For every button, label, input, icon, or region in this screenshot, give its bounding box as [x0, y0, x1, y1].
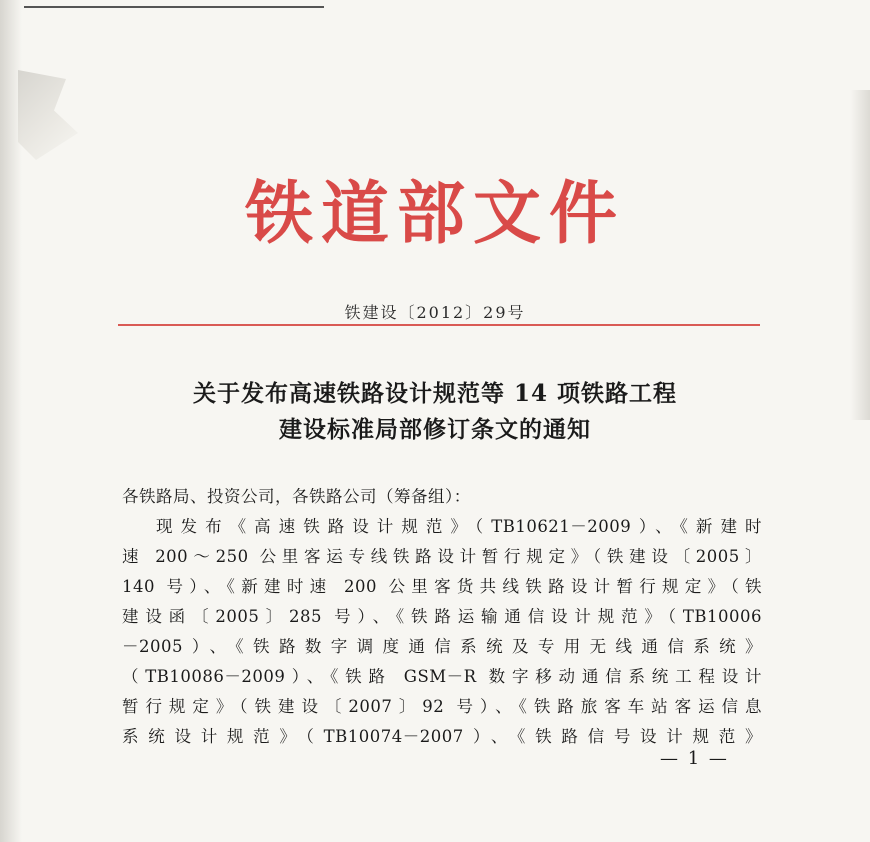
body-line: 现发布《高速铁路设计规范》（TB10621－2009）、《新建时: [156, 517, 762, 536]
body-line: 140 号）、《新建时速 200 公里客货共线铁路设计暂行规定》（铁: [122, 577, 762, 596]
red-divider-line: [118, 324, 760, 326]
title-line-1: 关于发布高速铁路设计规范等 14 项铁路工程: [192, 380, 678, 407]
page-number: — 1 —: [660, 748, 729, 769]
torn-paper-corner: [18, 70, 78, 160]
document-header: 铁道部文件: [244, 174, 625, 254]
body-line: 暂行规定》（铁建设〔2007〕92 号）、《铁路旅客车站客运信息: [122, 697, 762, 716]
document-title: [0, 376, 870, 448]
document-body: [122, 482, 762, 752]
body-line: 速 200～250 公里客运专线铁路设计暂行规定》（铁建设〔2005〕: [122, 547, 762, 566]
body-line: 系统设计规范》（TB10074－2007）、《铁路信号设计规范》: [122, 727, 762, 746]
scan-top-line: [24, 6, 324, 8]
body-line: 建设函〔2005〕285 号）、《铁路运输通信设计规范》（TB10006: [122, 607, 762, 626]
body-line: （TB10086－2009）、《铁路 GSM－R 数字移动通信系统工程设计: [122, 667, 762, 686]
title-line-2: 建设标准局部修订条文的通知: [279, 416, 591, 443]
body-line: －2005）、《铁路数字调度通信系统及专用无线通信系统》: [122, 637, 762, 656]
salutation: 各铁路局、投资公司，各铁路公司（筹备组）：: [122, 487, 471, 506]
document-number: 铁建设〔2012〕29号: [344, 303, 526, 322]
